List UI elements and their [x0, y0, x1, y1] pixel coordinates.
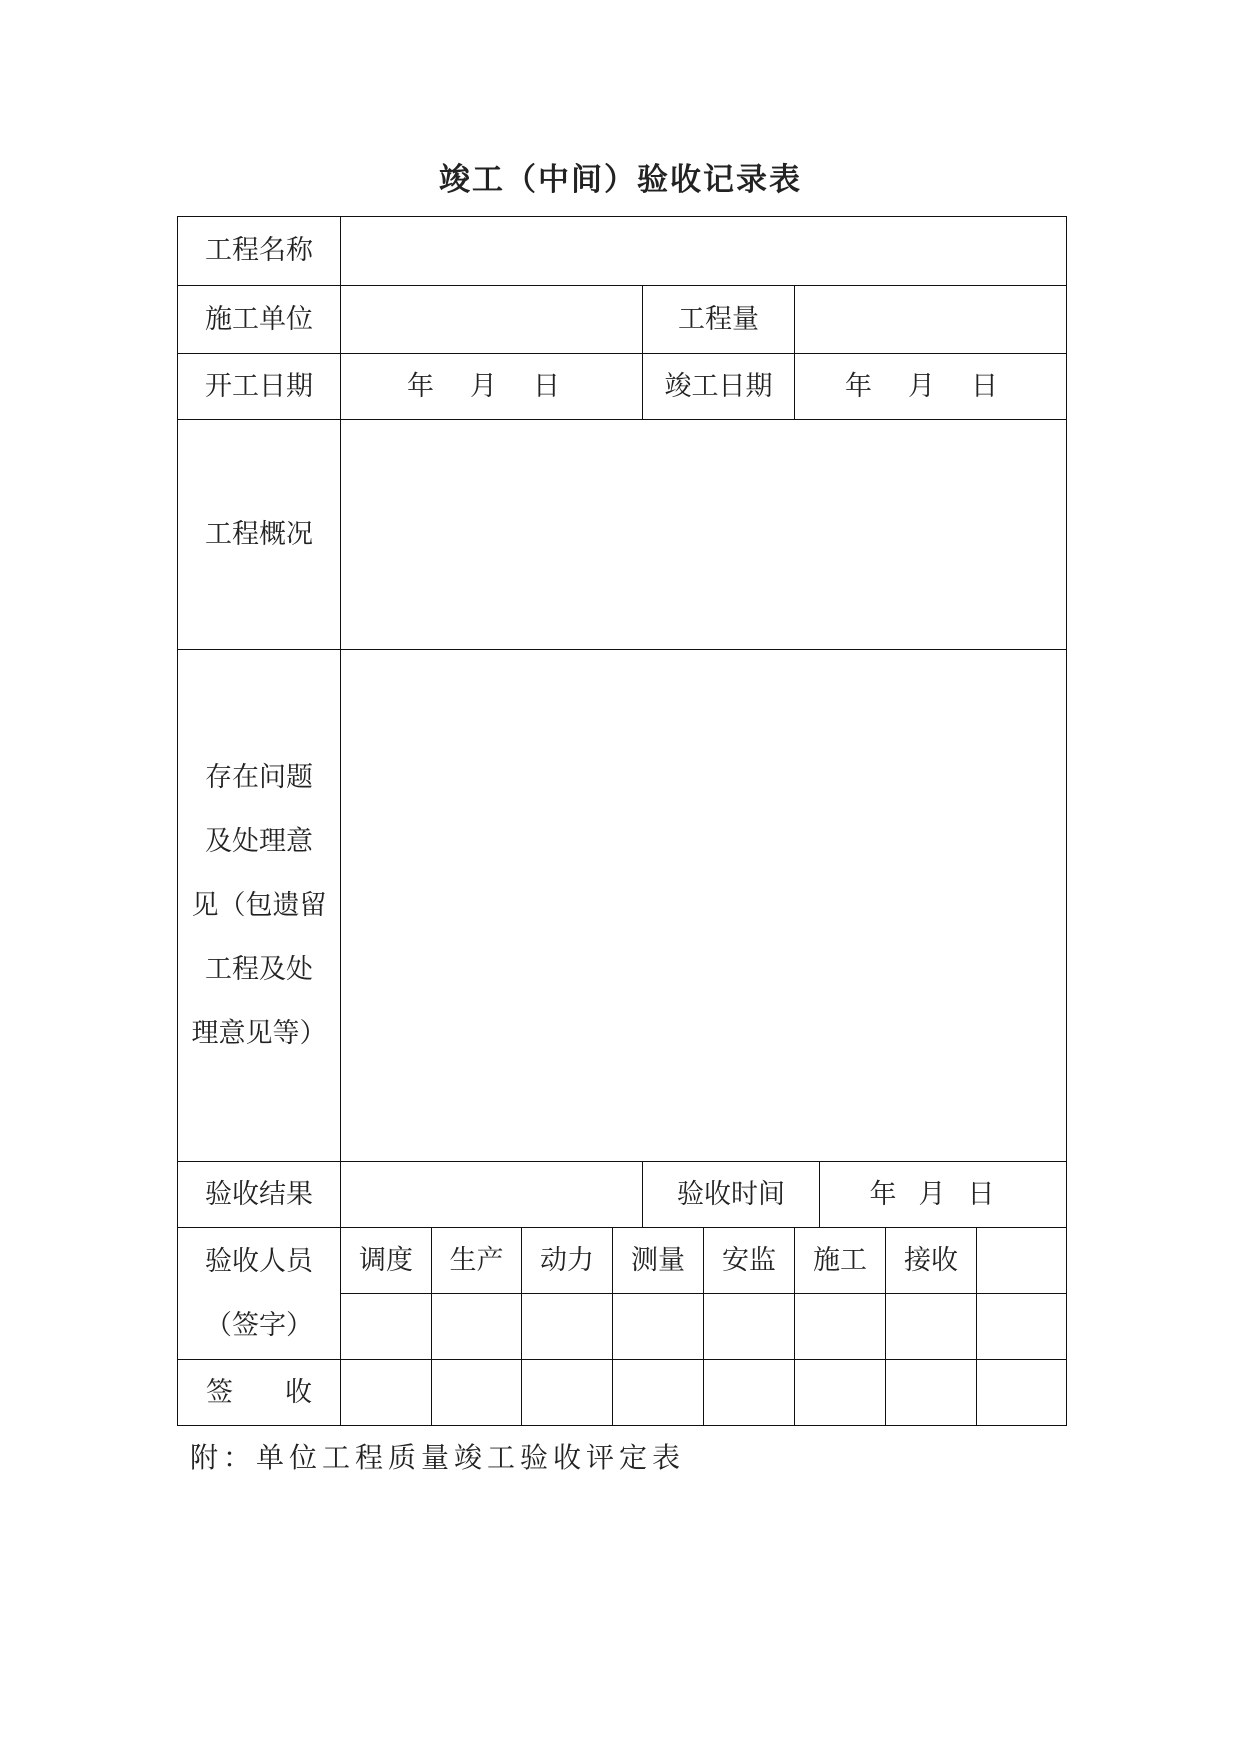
signature-cell[interactable]	[522, 1294, 613, 1360]
receipt-cell[interactable]	[704, 1360, 795, 1426]
signature-cell[interactable]	[886, 1294, 977, 1360]
receipt-cell[interactable]	[432, 1360, 522, 1426]
sign-receipt-label	[178, 1360, 341, 1426]
project-name-field[interactable]	[341, 217, 1067, 286]
overview-field[interactable]	[341, 420, 1067, 650]
issues-label-line: 及处理意	[205, 825, 313, 857]
signature-cell[interactable]	[977, 1294, 1067, 1360]
receipt-cell[interactable]	[341, 1360, 432, 1426]
month-label: 月	[470, 370, 497, 402]
sign-receipt-char: 收	[285, 1376, 312, 1408]
issues-label-line: 存在问题	[205, 761, 313, 793]
month-label: 月	[918, 1178, 946, 1210]
issues-label-line: 理意见等）	[191, 1017, 327, 1049]
personnel-label-line: 验收人员	[205, 1245, 313, 1277]
acceptance-time-label: 验收时间	[643, 1162, 820, 1228]
issues-label-line: 见（包遗留	[191, 889, 327, 921]
year-label: 年	[407, 370, 434, 402]
receipt-cell[interactable]	[795, 1360, 886, 1426]
personnel-label	[178, 1228, 341, 1360]
issues-label	[178, 650, 341, 1162]
completion-date-label: 竣工日期	[643, 354, 795, 420]
day-label: 日	[967, 1178, 995, 1210]
signature-cell[interactable]	[795, 1294, 886, 1360]
completion-date-field[interactable]	[795, 354, 1067, 420]
sign-receipt-char: 签	[206, 1376, 233, 1408]
result-label: 验收结果	[178, 1162, 341, 1228]
signature-cell[interactable]	[341, 1294, 432, 1360]
receipt-cell[interactable]	[522, 1360, 613, 1426]
year-label: 年	[869, 1178, 897, 1210]
overview-label: 工程概况	[178, 420, 341, 650]
signature-cell[interactable]	[704, 1294, 795, 1360]
department-header: 生产	[432, 1228, 522, 1294]
day-label: 日	[533, 370, 560, 402]
department-header: 调度	[341, 1228, 432, 1294]
construction-unit-field[interactable]	[341, 286, 643, 354]
signature-cell[interactable]	[613, 1294, 704, 1360]
quantity-field[interactable]	[795, 286, 1067, 354]
department-header: 动力	[522, 1228, 613, 1294]
receipt-cell[interactable]	[886, 1360, 977, 1426]
start-date-field[interactable]	[341, 354, 643, 420]
signature-cell[interactable]	[432, 1294, 522, 1360]
department-header: 接收	[886, 1228, 977, 1294]
receipt-cell[interactable]	[977, 1360, 1067, 1426]
issues-label-line: 工程及处	[205, 953, 313, 985]
department-header: 测量	[613, 1228, 704, 1294]
personnel-label-line: （签字）	[205, 1309, 313, 1341]
department-header: 安监	[704, 1228, 795, 1294]
construction-unit-label: 施工单位	[178, 286, 341, 354]
issues-field[interactable]	[341, 650, 1067, 1162]
month-label: 月	[908, 370, 936, 402]
day-label: 日	[971, 370, 999, 402]
acceptance-form	[177, 216, 1067, 1426]
quantity-label: 工程量	[643, 286, 795, 354]
department-header	[977, 1228, 1067, 1294]
start-date-label: 开工日期	[178, 354, 341, 420]
acceptance-time-field[interactable]	[820, 1162, 1067, 1228]
department-header: 施工	[795, 1228, 886, 1294]
year-label: 年	[845, 370, 873, 402]
page-title: 竣工（中间）验收记录表	[439, 162, 802, 198]
receipt-cell[interactable]	[613, 1360, 704, 1426]
project-name-label: 工程名称	[178, 217, 341, 286]
footnote: 附：单位工程质量竣工验收评定表	[190, 1441, 686, 1474]
result-field[interactable]	[341, 1162, 643, 1228]
